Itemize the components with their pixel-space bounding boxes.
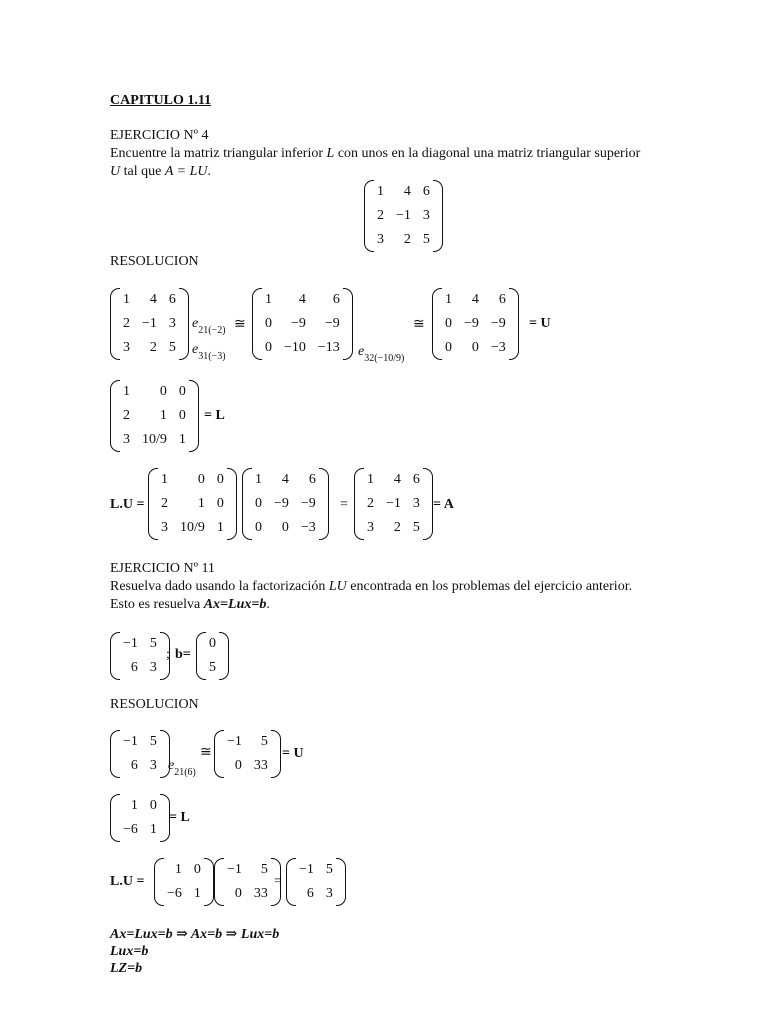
matrix-cell: 6 (412, 472, 420, 487)
res1-op-e31 (192, 342, 226, 362)
res1-matrix-2 (250, 288, 355, 360)
paren-left (284, 858, 293, 906)
matrix-cell: 0 (209, 636, 216, 651)
matrix-cell: 3 (168, 316, 176, 331)
matrix-grid (361, 468, 426, 540)
matrix-cell: 0 (255, 496, 262, 511)
matrix-cell: 3 (149, 758, 157, 773)
res2-matrix-L (108, 794, 172, 842)
matrix-row (161, 858, 207, 882)
matrix-grid (117, 288, 182, 360)
matrix-cell: 0 (197, 472, 205, 487)
matrix-cell: 1 (159, 408, 167, 423)
res1-matrix-1 (108, 288, 191, 360)
res1-op-e21-sub: 21(−2) (198, 325, 226, 336)
matrix-cell: 0 (193, 862, 201, 877)
paren-right (346, 288, 355, 360)
ex4-line1-b: con unos en la diagonal una matriz triangular superior (334, 146, 641, 161)
matrix-cell: 6 (422, 184, 430, 199)
matrix-row (439, 336, 512, 360)
res2-LU-matrix-L (152, 858, 216, 906)
matrix-row (155, 492, 230, 516)
res1-op-e32-sub: 32(−10/9) (364, 353, 405, 364)
res2-line1: Ax=Lux=b ⇒ Ax=b ⇒ Lux=b (110, 927, 280, 942)
paren-right (436, 180, 445, 252)
ex4-statement-line2 (110, 163, 211, 181)
matrix-cell: 2 (377, 208, 384, 223)
paren-left (362, 180, 371, 252)
matrix-cell: 2 (149, 340, 157, 355)
matrix-cell: 0 (234, 886, 242, 901)
matrix-cell: −9 (490, 316, 506, 331)
res1-LU-eq: = (340, 497, 348, 512)
res1-op-e32-e: e (358, 344, 365, 359)
paren-left (430, 288, 439, 360)
matrix-cell: −10 (284, 340, 306, 355)
matrix-cell: −9 (291, 316, 306, 331)
ex11-line2-eq: Ax=Lux=b (203, 597, 267, 612)
matrix-cell: −9 (324, 316, 340, 331)
matrix-cell: −1 (299, 862, 314, 877)
matrix-grid (293, 858, 339, 906)
matrix-cell: 5 (209, 660, 216, 675)
matrix-cell: 1 (367, 472, 374, 487)
matrix-row (117, 404, 192, 428)
matrix-cell: 0 (216, 472, 224, 487)
ex11-statement-line1 (110, 578, 632, 596)
matrix-row (221, 754, 274, 778)
matrix-cell: 1 (149, 822, 157, 837)
res1-cong-1: ≅ (234, 317, 246, 332)
matrix-cell: −9 (274, 496, 289, 511)
res2-LU-matrix-A (284, 858, 348, 906)
matrix-row (293, 882, 339, 906)
matrix-cell: 4 (298, 292, 306, 307)
matrix-cell: 1 (265, 292, 272, 307)
matrix-grid (161, 858, 207, 906)
res2-eq-L: = L (169, 810, 190, 825)
matrix-row (117, 754, 163, 778)
matrix-cell: 3 (377, 232, 384, 247)
matrix-cell: −13 (317, 340, 340, 355)
matrix-row (221, 858, 274, 882)
matrix-cell: 0 (265, 340, 272, 355)
res1-op-e21 (192, 316, 226, 336)
matrix-row (117, 794, 163, 818)
paren-left (212, 730, 221, 778)
res2-matrix-1 (108, 730, 175, 778)
paren-left (152, 858, 161, 906)
matrix-cell: 3 (367, 520, 374, 535)
matrix-cell: −1 (396, 208, 411, 223)
matrix-cell: −1 (123, 636, 138, 651)
matrix-cell: 0 (281, 520, 289, 535)
matrix-cell: 2 (403, 232, 411, 247)
ex4-matrix-A (362, 180, 445, 252)
matrix-row (221, 730, 274, 754)
matrix-row (117, 632, 163, 656)
matrix-grid (117, 380, 192, 452)
matrix-cell: 6 (498, 292, 506, 307)
matrix-cell: 6 (332, 292, 340, 307)
matrix-grid (221, 858, 274, 906)
ex4-heading: EJERCICIO Nº 4 (110, 128, 209, 143)
paren-right (182, 288, 191, 360)
matrix-row (361, 516, 426, 540)
matrix-row (161, 882, 207, 906)
matrix-cell: 5 (168, 340, 176, 355)
matrix-row (117, 656, 163, 680)
res1-matrix-U (430, 288, 521, 360)
ex11-line2: Esto es resuelva (110, 597, 204, 612)
res1-eq-A: = A (433, 497, 454, 512)
matrix-row (259, 312, 346, 336)
matrix-cell: 5 (149, 734, 157, 749)
ex4-line2-a: tal que (120, 164, 165, 179)
matrix-cell: 5 (325, 862, 333, 877)
matrix-row (259, 288, 346, 312)
matrix-cell: 0 (149, 798, 157, 813)
paren-left (250, 288, 259, 360)
matrix-cell: −1 (123, 734, 138, 749)
matrix-cell: 2 (123, 316, 130, 331)
matrix-row (117, 428, 192, 452)
paren-left (352, 468, 361, 540)
matrix-cell: −1 (386, 496, 401, 511)
matrix-row (117, 380, 192, 404)
ex4-line2-dot: . (207, 164, 211, 179)
ex4-line2-U: U (110, 164, 121, 179)
matrix-cell: 3 (325, 886, 333, 901)
matrix-row (155, 516, 230, 540)
res2-line3: LZ=b (110, 961, 143, 976)
matrix-row (371, 204, 436, 228)
res2-cong: ≅ (200, 745, 212, 760)
matrix-cell: 3 (161, 520, 168, 535)
matrix-cell: 1 (255, 472, 262, 487)
res1-op-e32 (358, 344, 404, 364)
matrix-row (361, 468, 426, 492)
matrix-cell: −6 (167, 886, 182, 901)
paren-left (240, 468, 249, 540)
res2-op-e21-e: e (168, 758, 175, 773)
ex11-statement-line2 (110, 596, 270, 614)
matrix-cell: 1 (161, 472, 168, 487)
paren-left (108, 288, 117, 360)
matrix-grid (155, 468, 230, 540)
matrix-cell: −1 (227, 862, 242, 877)
matrix-grid (259, 288, 346, 360)
matrix-cell: 1 (445, 292, 452, 307)
matrix-cell: 6 (168, 292, 176, 307)
matrix-cell: 0 (159, 384, 167, 399)
matrix-cell: 1 (216, 520, 224, 535)
matrix-row (371, 180, 436, 204)
matrix-grid (117, 632, 163, 680)
paren-left (146, 468, 155, 540)
matrix-cell: 3 (422, 208, 430, 223)
ex4-statement-line1 (110, 145, 640, 163)
res2-line2: Lux=b (110, 944, 149, 959)
matrix-cell: −6 (123, 822, 138, 837)
matrix-cell: 0 (178, 408, 186, 423)
matrix-row (439, 288, 512, 312)
res1-cong-2: ≅ (413, 317, 425, 332)
ex4-line1-a: Encuentre la matriz triangular inferior (110, 146, 327, 161)
matrix-cell: 3 (123, 340, 130, 355)
matrix-cell: 0 (445, 316, 452, 331)
paren-right (322, 468, 331, 540)
matrix-cell: 5 (149, 636, 157, 651)
matrix-row (249, 492, 322, 516)
matrix-row (117, 312, 182, 336)
ex4-line1-L: L (326, 146, 335, 161)
ex11-separator: ; (166, 647, 170, 662)
res1-LU-matrix-L (146, 468, 239, 540)
res1-matrix-L (108, 380, 201, 452)
matrix-cell: −3 (490, 340, 506, 355)
matrix-cell: 4 (393, 472, 401, 487)
matrix-cell: 2 (161, 496, 168, 511)
matrix-cell: 1 (193, 886, 201, 901)
matrix-row (439, 312, 512, 336)
matrix-cell: 5 (412, 520, 420, 535)
matrix-cell: 3 (412, 496, 420, 511)
matrix-cell: 0 (178, 384, 186, 399)
matrix-cell: 1 (130, 798, 138, 813)
matrix-cell: 1 (197, 496, 205, 511)
res1-LU-matrix-U (240, 468, 331, 540)
matrix-cell: 1 (123, 384, 130, 399)
paren-left (108, 632, 117, 680)
matrix-row (155, 468, 230, 492)
matrix-cell: 6 (130, 758, 138, 773)
res2-LU-label: L.U = (110, 874, 145, 889)
matrix-cell: 2 (367, 496, 374, 511)
matrix-grid (249, 468, 322, 540)
matrix-cell: 33 (253, 886, 268, 901)
matrix-cell: −1 (227, 734, 242, 749)
res2-matrix-U (212, 730, 283, 778)
res1-eq-U: = U (529, 316, 551, 331)
matrix-cell: 4 (403, 184, 411, 199)
matrix-row (117, 730, 163, 754)
matrix-cell: 1 (174, 862, 182, 877)
matrix-cell: 4 (471, 292, 479, 307)
matrix-cell: 6 (308, 472, 316, 487)
res1-eq-L: = L (204, 408, 225, 423)
matrix-cell: 33 (253, 758, 268, 773)
paren-left (108, 730, 117, 778)
matrix-row (293, 858, 339, 882)
matrix-cell: 2 (393, 520, 401, 535)
matrix-row (371, 228, 436, 252)
paren-left (212, 858, 221, 906)
matrix-cell: 10/9 (180, 520, 205, 535)
matrix-cell: 0 (445, 340, 452, 355)
matrix-cell: 1 (178, 432, 186, 447)
res2-heading: RESOLUCION (110, 697, 199, 712)
paren-left (108, 794, 117, 842)
res2-eq-U: = U (282, 746, 304, 761)
res2-op-e21-sub: 21(6) (174, 767, 196, 778)
matrix-cell: 0 (216, 496, 224, 511)
paren-right (192, 380, 201, 452)
matrix-cell: −3 (300, 520, 316, 535)
matrix-cell: 0 (234, 758, 242, 773)
ex11-line2-dot: . (266, 597, 270, 612)
matrix-cell: 5 (260, 862, 268, 877)
matrix-row (249, 516, 322, 540)
matrix-cell: 4 (149, 292, 157, 307)
ex11-vector-b (194, 632, 231, 680)
paren-right (339, 858, 348, 906)
matrix-cell: 0 (265, 316, 272, 331)
ex11-matrix-A (108, 632, 172, 680)
matrix-cell: 0 (471, 340, 479, 355)
matrix-cell: 6 (306, 886, 314, 901)
matrix-grid (221, 730, 274, 778)
res1-LU-label: L.U = (110, 497, 145, 512)
matrix-cell: 1 (123, 292, 130, 307)
res2-LU-eq: = (274, 874, 282, 889)
matrix-cell: 6 (130, 660, 138, 675)
res2-LU-matrix-U (212, 858, 283, 906)
matrix-cell: −1 (142, 316, 157, 331)
chapter-title: CAPITULO 1.11 (110, 93, 212, 108)
ex11-line1-LU: LU (328, 579, 347, 594)
matrix-cell: 3 (123, 432, 130, 447)
paren-right (230, 468, 239, 540)
matrix-cell: 5 (260, 734, 268, 749)
ex11-line1-a: Resuelva dado usando la factorización (110, 579, 329, 594)
matrix-cell: 3 (149, 660, 157, 675)
matrix-grid (117, 730, 163, 778)
paren-left (194, 632, 203, 680)
matrix-row (361, 492, 426, 516)
matrix-cell: 1 (377, 184, 384, 199)
res1-op-e31-e: e (192, 342, 199, 357)
matrix-cell: −9 (464, 316, 479, 331)
matrix-cell: −9 (300, 496, 316, 511)
matrix-grid (117, 794, 163, 842)
res1-heading: RESOLUCION (110, 254, 199, 269)
matrix-row (221, 882, 274, 906)
ex11-heading: EJERCICIO Nº 11 (110, 561, 215, 576)
res1-op-e31-sub: 31(−3) (198, 351, 226, 362)
ex4-line2-eq: A = LU (164, 164, 208, 179)
matrix-cell: 2 (123, 408, 130, 423)
matrix-row (249, 468, 322, 492)
res1-op-e21-e: e (192, 316, 199, 331)
matrix-cell: 5 (422, 232, 430, 247)
paren-right (222, 632, 231, 680)
res2-op-e21 (168, 758, 196, 778)
matrix-grid (371, 180, 436, 252)
ex11-line1-b: encontrada en los problemas del ejercicio anterior. (346, 579, 633, 594)
matrix-row (259, 336, 346, 360)
ex11-b-label: b= (175, 647, 191, 662)
matrix-cell: 0 (255, 520, 262, 535)
matrix-row (117, 818, 163, 842)
res1-LU-matrix-A (352, 468, 435, 540)
matrix-cell: 4 (281, 472, 289, 487)
matrix-grid (439, 288, 512, 360)
matrix-cell: 10/9 (142, 432, 167, 447)
matrix-row (117, 288, 182, 312)
paren-left (108, 380, 117, 452)
paren-right (512, 288, 521, 360)
matrix-row (117, 336, 182, 360)
